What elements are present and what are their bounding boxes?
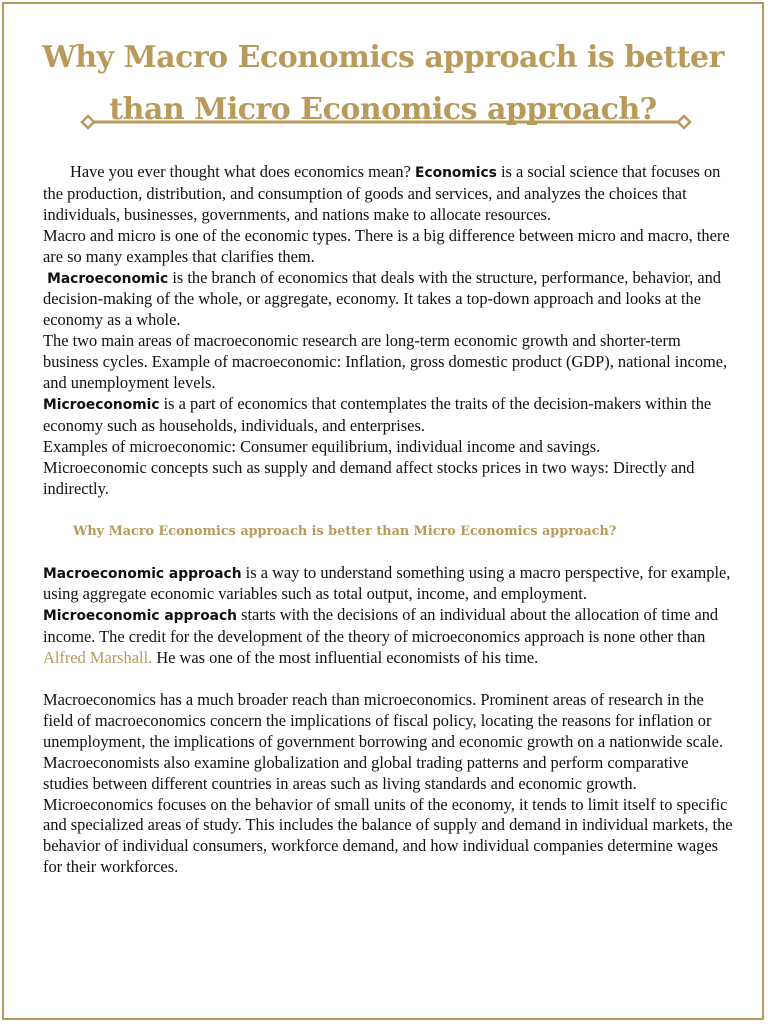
macroeconomic-definition: [43, 268, 733, 332]
document-page: [2, 2, 764, 1020]
microeconomic-definition: [43, 394, 733, 437]
micro-concepts-paragraph: Microeconomic concepts such as supply and demand affect stocks prices in two ways: Directly and indirectly.: [43, 457, 695, 498]
micro-approach-text-cont: He was one of the most influential economists of his time.: [152, 648, 539, 668]
alfred-marshall-link[interactable]: Alfred Marshall.: [43, 648, 153, 668]
micro-focus-paragraph: Microeconomics focuses on the behavior of small units of the economy, it tends to limit itself to specific and specialized areas of study. This includes the balance of supply and demand in individual markets, the behavior of individual consumers, workforce demand, and how individual companies determine wages for their workforces.: [43, 794, 733, 877]
macro-research-paragraph: The two main areas of macroeconomic research are long-term economic growth and shorter-term business cycles. Example of macroeconomic: Inflation, gross domestic product (GDP), national income, and unemployment levels.: [43, 331, 728, 393]
microeconomic-text: is a part of economics that contemplates the traits of the decision-makers within the economy such as households, individuals, and enterprises.: [43, 393, 712, 435]
macro-micro-paragraph: Macro and micro is one of the economic types. There is a big difference between micro and macro, there are so many examples that clarifies them.: [43, 225, 730, 266]
macro-approach-text: is a way to understand something using a macro perspective, for example, using aggregate economic variables such as total output, income, and employment.: [43, 562, 731, 604]
diamond-ended-rule-icon: [80, 114, 692, 130]
article-body: [43, 162, 733, 878]
micro-approach-paragraph: [43, 605, 733, 669]
term-macroeconomic: Macroeconomic: [47, 270, 169, 287]
term-microeconomic: Microeconomic: [43, 396, 160, 413]
term-economics: Economics: [415, 165, 497, 181]
micro-examples-paragraph: Examples of microeconomic: Consumer equilibrium, individual income and savings.: [43, 436, 601, 456]
micro-approach-text: starts with the decisions of an individual about the allocation of time and income. The credit for the development of the theory of microeconomics approach is none other than: [43, 605, 719, 647]
macroeconomic-text: is the branch of economics that deals with the structure, performance, behavior, and decision-making of the whole, or aggregate, economy. It takes a top-down approach and looks at the economy as a whole.: [43, 267, 722, 330]
macro-reach-paragraph: Macroeconomics has a much broader reach than microeconomics. Prominent areas of research in the field of macroeconomics concern the implications of fiscal policy, locating the reasons for inflation or unemployment, the implications of government borrowing and economic growth on a nationwide scale. Macroeconomists also examine globalization and global trading patterns and perform comparative studies between different countries in areas such as living standards and economic growth.: [43, 690, 724, 793]
intro-text-cont: is a social science that focuses on the production, distribution, and consumption of goods and services, and analyzes the choices that individuals, businesses, governments, and nations make to allocate resources.: [43, 162, 721, 224]
intro-text: Have you ever thought what does economics mean?: [70, 162, 416, 181]
term-micro-approach: Microeconomic approach: [43, 608, 237, 625]
section-subheading: Why Macro Economics approach is better than Micro Economics approach?: [73, 523, 617, 539]
intro-paragraph: [43, 162, 733, 226]
macro-approach-paragraph: [43, 563, 733, 606]
term-macro-approach: Macroeconomic approach: [43, 565, 242, 582]
page-title: Why Macro Economics approach is better than Micro Economics approach?: [42, 40, 724, 127]
